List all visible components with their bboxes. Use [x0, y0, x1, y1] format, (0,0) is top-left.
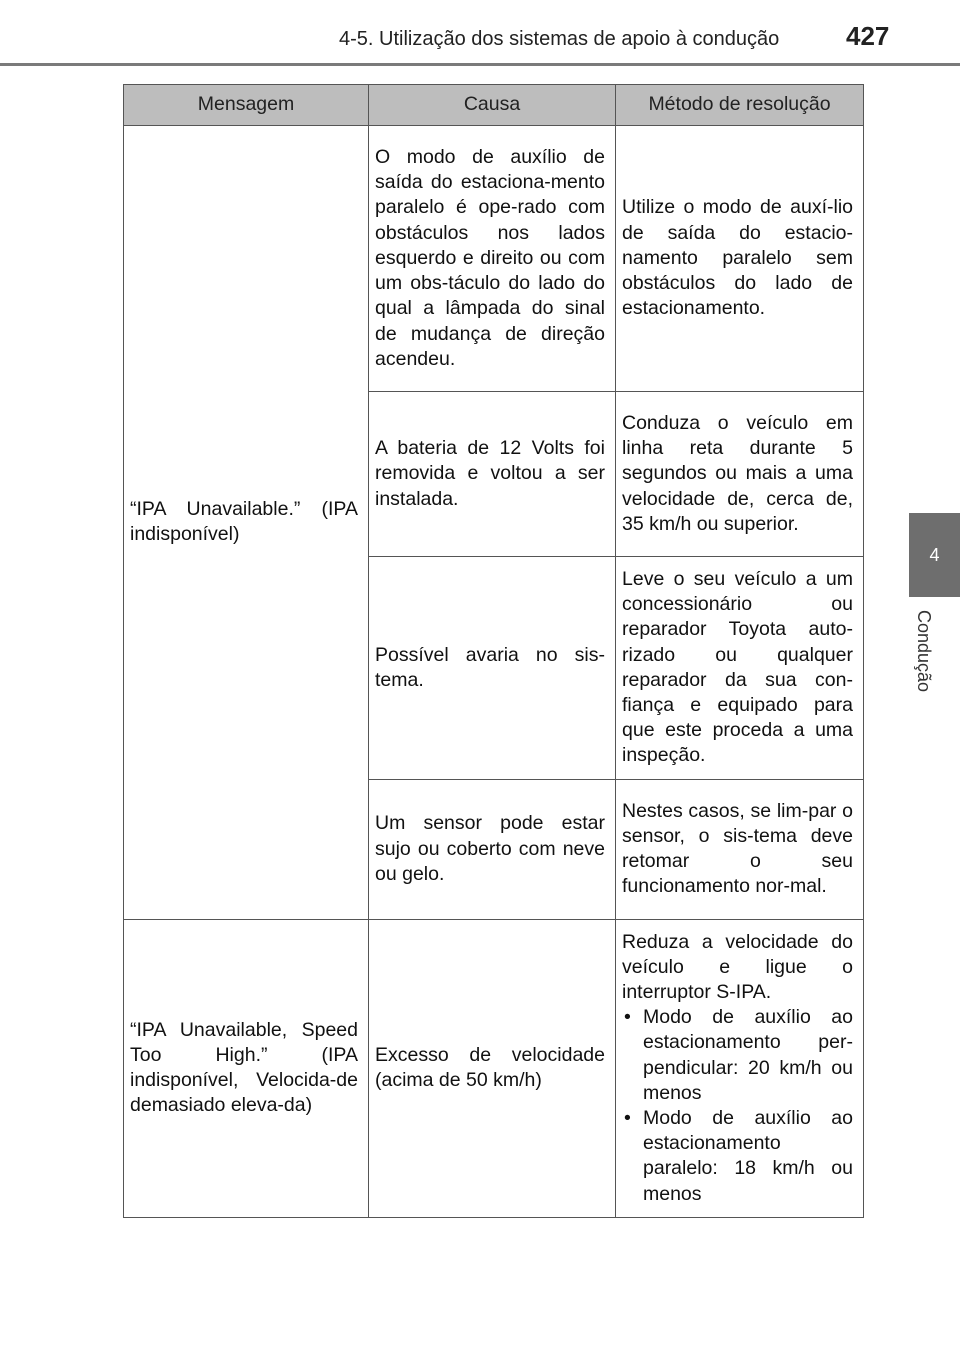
cause-cell: O modo de auxílio de saída do estaciona-mento paralelo é ope-rado com obstáculos nos lados esquerdo e direito ou com um obs-táculo do lado do qual a lâmpada do sinal de mudança de direção acendeu. — [369, 126, 616, 392]
section-title: 4-5. Utilização dos sistemas de apoio à condução — [339, 28, 780, 50]
cause-cell: Excesso de velocidade (acima de 50 km/h) — [369, 919, 616, 1217]
resolution-cell — [616, 919, 864, 1217]
resolution-cell: Utilize o modo de auxí-lio de saída do estacio-namento paralelo sem obstáculos do lado de estacionamento. — [616, 126, 864, 392]
column-header-resolution: Método de resolução — [616, 85, 864, 126]
resolution-cell: Nestes casos, se lim-par o sensor, o sis-tema deve retomar o seu funcionamento nor-mal. — [616, 779, 864, 919]
header-divider — [0, 63, 960, 66]
message-cell-speed-too-high: “IPA Unavailable, Speed Too High.” (IPA indisponível, Velocida-de demasiado eleva-da) — [124, 919, 369, 1217]
table-row — [124, 919, 864, 1217]
resolution-intro: Reduza a velocidade do veículo e ligue o interruptor S-IPA. — [622, 930, 853, 1004]
cause-cell: Possível avaria no sis-tema. — [369, 557, 616, 780]
table-header-row — [124, 85, 864, 126]
chapter-tab — [909, 513, 960, 597]
resolution-bullet-list — [622, 1005, 853, 1207]
column-header-cause: Causa — [369, 85, 616, 126]
cause-cell: Um sensor pode estar sujo ou coberto com neve ou gelo. — [369, 779, 616, 919]
chapter-number: 4 — [929, 544, 940, 565]
list-item: • Modo de auxílio ao estacionamento per-pendicular: 20 km/h ou menos — [622, 1005, 853, 1106]
page-number: 427 — [846, 21, 890, 51]
resolution-cell: Conduza o veículo em linha reta durante 5 segundos ou mais a uma velocidade de, cerca de, 35 km/h ou superior. — [616, 392, 864, 557]
list-item: • Modo de auxílio ao estacionamento paralelo: 18 km/h ou menos — [622, 1106, 853, 1207]
chapter-label: Condução — [914, 610, 934, 693]
message-cell-ipa-unavailable: “IPA Unavailable.” (IPA indisponível) — [124, 126, 369, 920]
table-row — [124, 126, 864, 392]
resolution-cell: Leve o seu veículo a um concessionário ou reparador Toyota auto-rizado ou qualquer reparador da sua con-fiança e equipado para que este proceda a uma inspeção. — [616, 557, 864, 780]
cause-cell: A bateria de 12 Volts foi removida e voltou a ser instalada. — [369, 392, 616, 557]
column-header-message: Mensagem — [124, 85, 369, 126]
message-table — [123, 84, 864, 1218]
